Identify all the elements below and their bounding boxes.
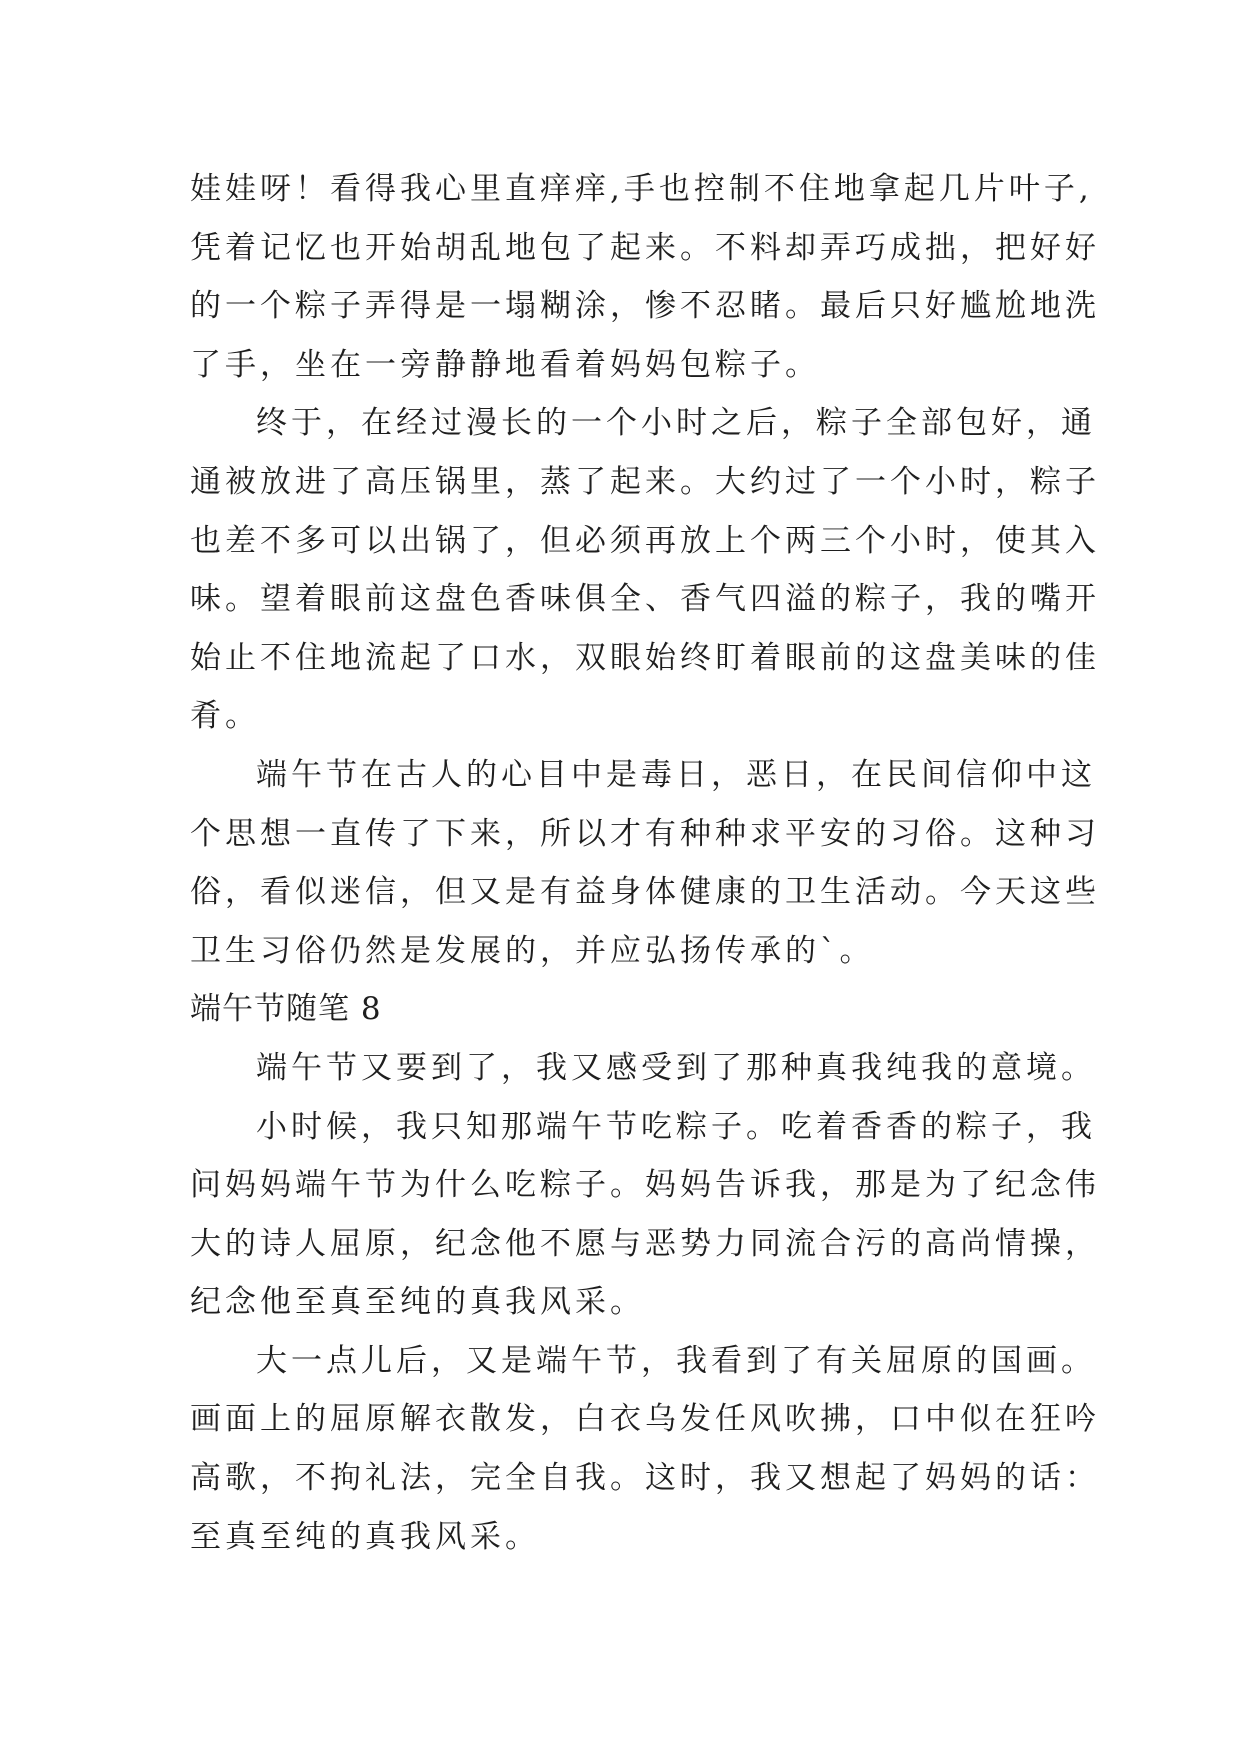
text-line: 大一点儿后，又是端午节，我看到了有关屈原的国画。 xyxy=(256,1342,1096,1379)
paragraph xyxy=(190,746,1100,980)
text-line: 画面上的屈原解衣散发，白衣乌发任风吹拂，口中似在狂吟 xyxy=(190,1401,1100,1438)
text-line: 娃娃呀！看得我心里直痒痒,手也控制不住地拿起几片叶子, xyxy=(190,171,1093,207)
text-line: 肴。 xyxy=(190,698,260,735)
paragraph xyxy=(190,1039,1096,1098)
text-line: 始止不住地流起了口水，双眼始终盯着眼前的这盘美味的佳 xyxy=(190,639,1100,676)
section-heading xyxy=(190,980,1090,1039)
paragraph xyxy=(190,394,1100,746)
text-line: 也差不多可以出锅了，但必须再放上个两三个小时，使其入 xyxy=(190,522,1100,559)
text-line: 通被放进了高压锅里，蒸了起来。大约过了一个小时，粽子 xyxy=(190,463,1100,500)
text-line: 俗，看似迷信，但又是有益身体健康的卫生活动。今天这些 xyxy=(190,874,1100,911)
text-line: 终于，在经过漫长的一个小时之后，粽子全部包好，通 xyxy=(256,405,1096,442)
text-line: 端午节在古人的心目中是毒日，恶日，在民间信仰中这 xyxy=(256,756,1096,793)
text-line: 大的诗人屈原，纪念他不愿与恶势力同流合污的高尚情操， xyxy=(190,1225,1100,1262)
text-line: 卫生习俗仍然是发展的，并应弘扬传承的`。 xyxy=(190,932,875,969)
text-line: 高歌，不拘礼法，完全自我。这时，我又想起了妈妈的话： xyxy=(190,1460,1100,1497)
text-line: 纪念他至真至纯的真我风采。 xyxy=(190,1284,645,1321)
text-line: 的一个粽子弄得是一塌糊涂，惨不忍睹。最后只好尴尬地洗 xyxy=(190,288,1100,325)
text-line: 味。望着眼前这盘色香味俱全、香气四溢的粽子，我的嘴开 xyxy=(190,581,1100,618)
heading-text: 端午节随笔 8 xyxy=(190,991,382,1028)
text-line: 个思想一直传了下来，所以才有种种求平安的习俗。这种习 xyxy=(190,815,1100,852)
text-line: 端午节又要到了，我又感受到了那种真我纯我的意境。 xyxy=(256,1049,1096,1086)
paragraph xyxy=(190,1332,1100,1566)
paragraph xyxy=(190,1098,1100,1332)
text-line: 了手，坐在一旁静静地看着妈妈包粽子。 xyxy=(190,346,820,383)
text-line: 小时候，我只知那端午节吃粽子。吃着香香的粽子，我 xyxy=(256,1108,1096,1145)
paragraph xyxy=(190,160,1100,394)
text-line: 至真至纯的真我风采。 xyxy=(190,1518,540,1555)
document-body xyxy=(190,160,1100,1566)
text-line: 问妈妈端午节为什么吃粽子。妈妈告诉我，那是为了纪念伟 xyxy=(190,1167,1100,1204)
text-line: 凭着记忆也开始胡乱地包了起来。不料却弄巧成拙，把好好 xyxy=(190,229,1100,266)
